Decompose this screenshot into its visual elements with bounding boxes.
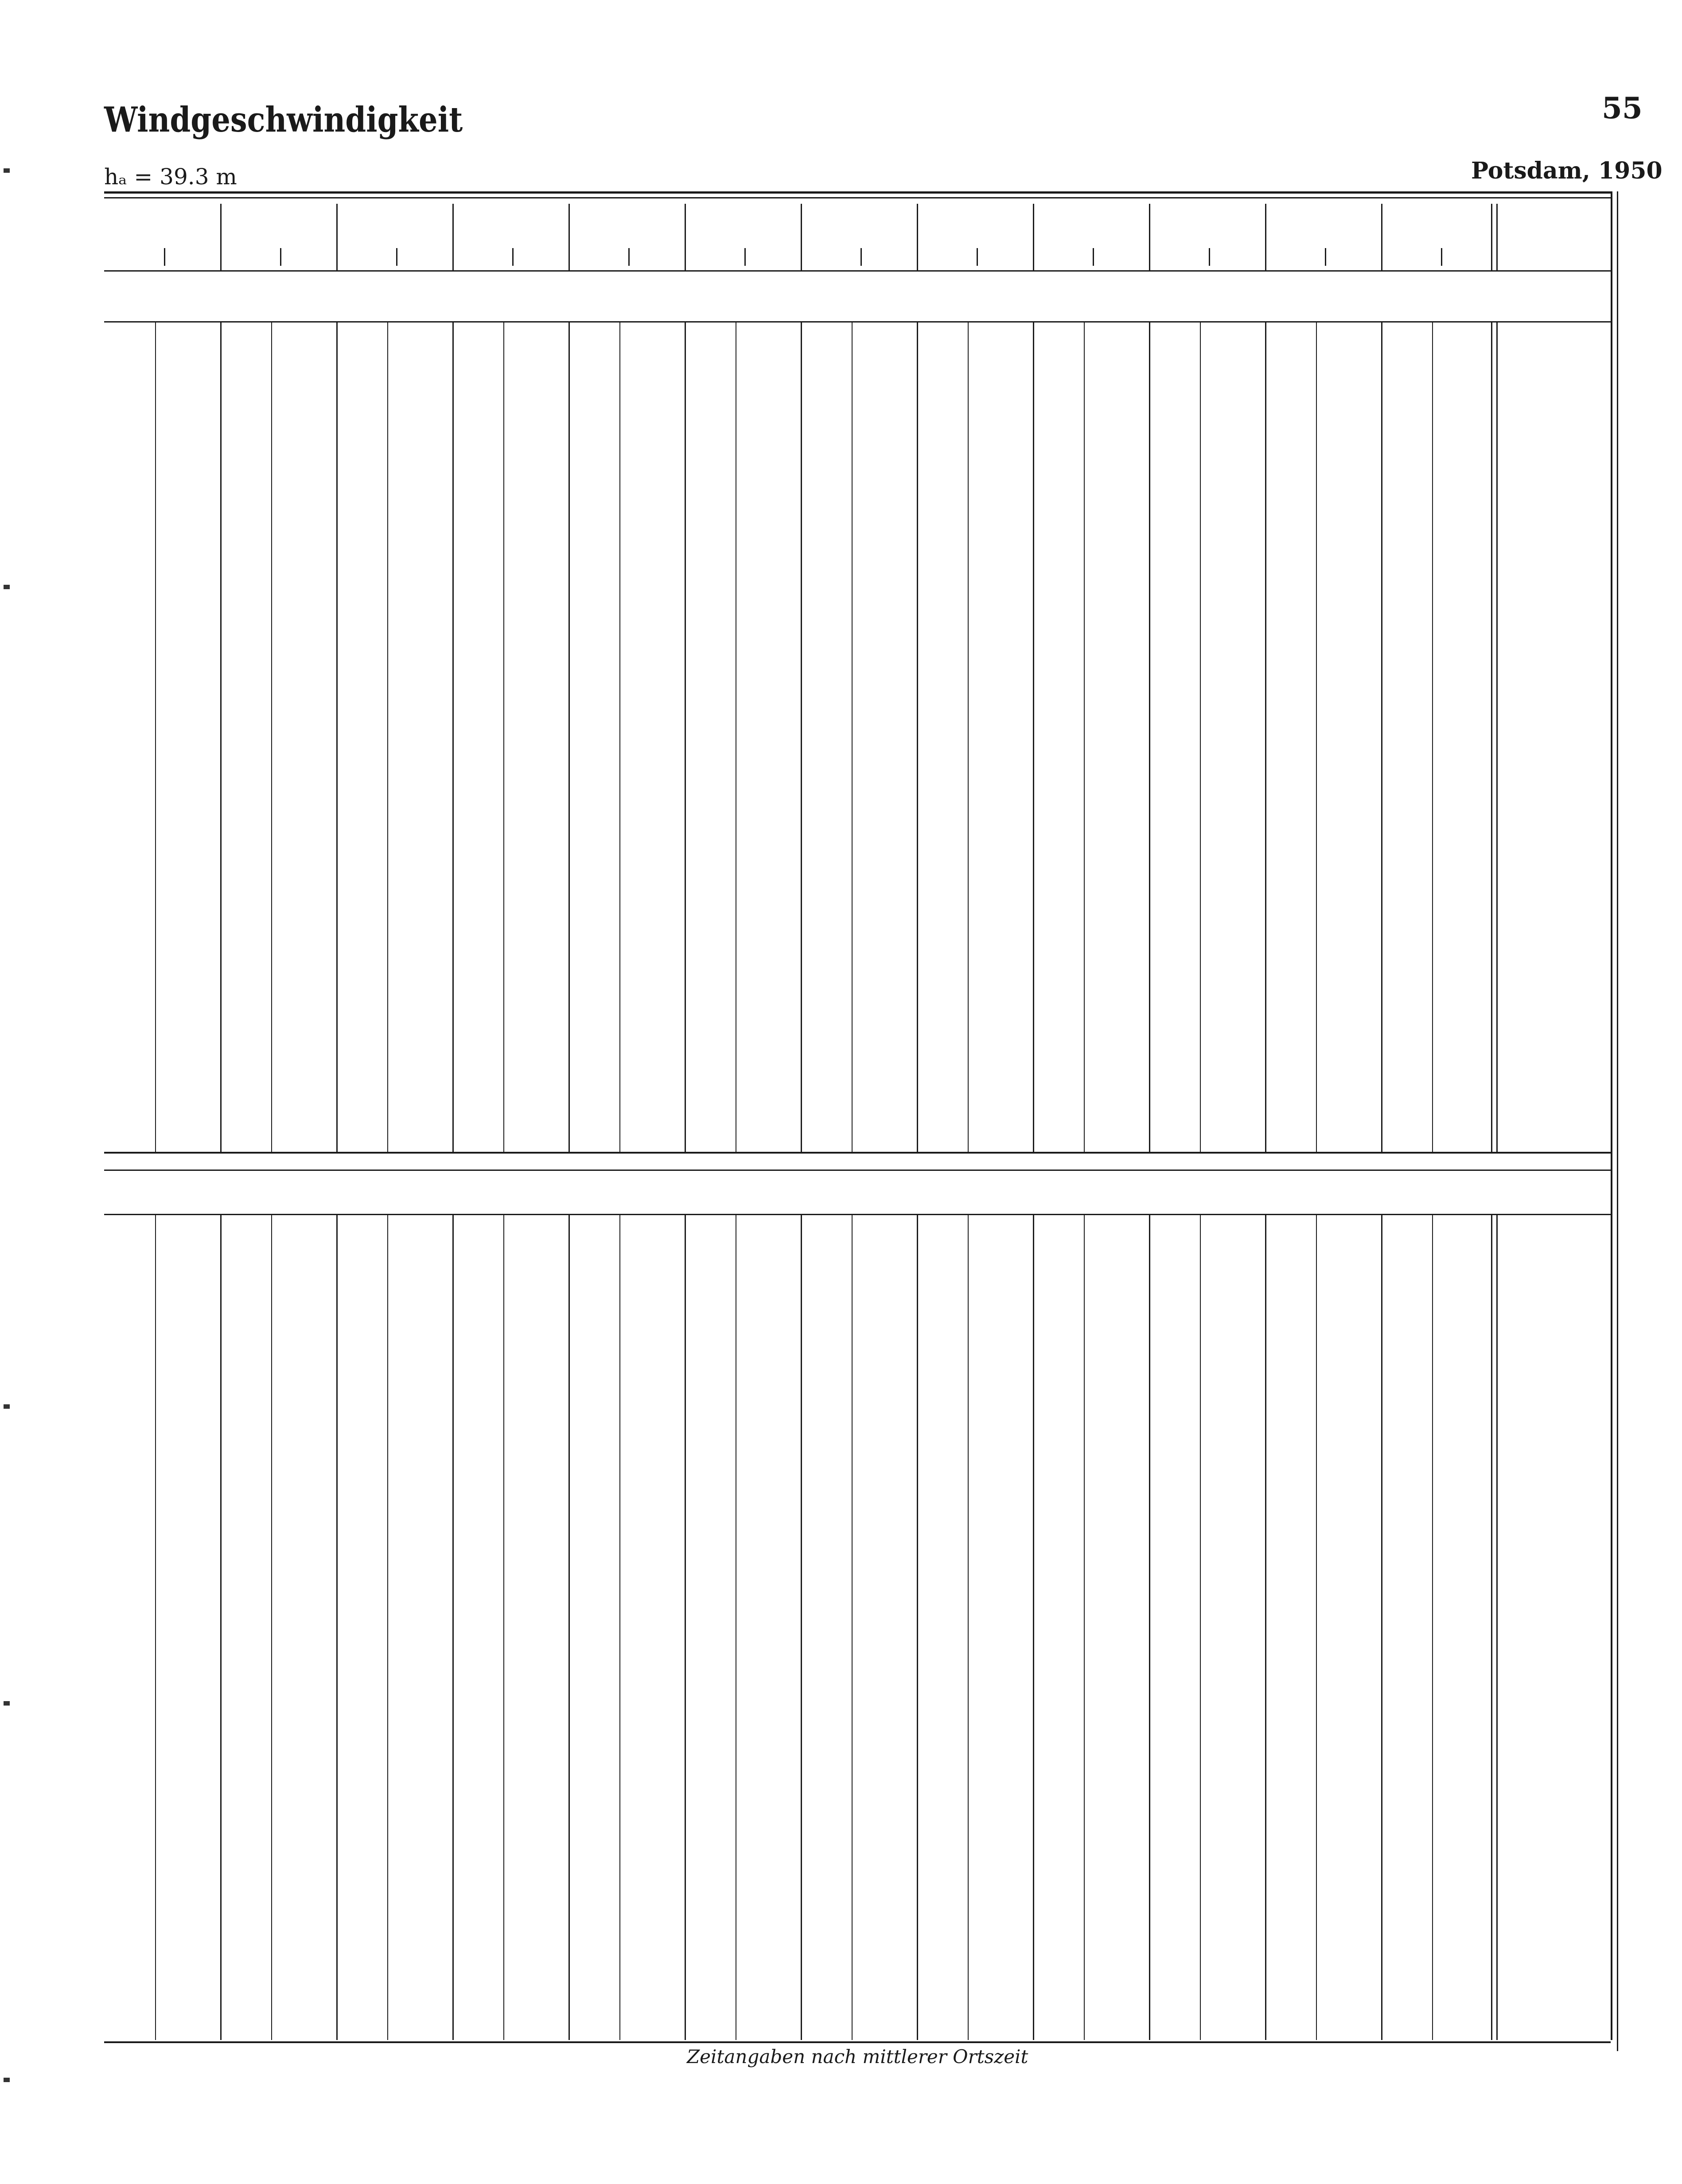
column-divider bbox=[1084, 1214, 1085, 2040]
column-divider bbox=[1441, 248, 1442, 266]
column-divider bbox=[568, 321, 570, 1152]
column-divider bbox=[1149, 204, 1150, 270]
column-divider bbox=[917, 204, 918, 270]
column-divider bbox=[977, 248, 978, 266]
rule-line bbox=[104, 2041, 1611, 2043]
column-divider bbox=[917, 1214, 918, 2040]
rule-line bbox=[104, 1152, 1611, 1154]
column-divider bbox=[968, 1214, 969, 2040]
column-divider bbox=[387, 321, 388, 1152]
column-divider bbox=[271, 1214, 272, 2040]
column-divider bbox=[1200, 1214, 1201, 2040]
column-divider bbox=[271, 321, 272, 1152]
column-divider bbox=[1033, 204, 1034, 270]
column-divider bbox=[1381, 1214, 1382, 2040]
margin-mark bbox=[4, 1701, 10, 1706]
column-divider bbox=[1381, 321, 1382, 1152]
column-divider bbox=[628, 248, 630, 266]
rule-line bbox=[104, 1170, 1611, 1171]
column-divider bbox=[1316, 321, 1317, 1152]
column-divider bbox=[1432, 321, 1433, 1152]
column-divider bbox=[1265, 204, 1266, 270]
column-divider bbox=[1491, 204, 1492, 270]
column-divider bbox=[1149, 321, 1150, 1152]
rule-line bbox=[104, 191, 1611, 194]
column-divider bbox=[801, 1214, 802, 2040]
column-divider bbox=[568, 1214, 570, 2040]
rule-line bbox=[104, 270, 1611, 272]
column-divider bbox=[164, 248, 165, 266]
margin-mark bbox=[4, 585, 10, 589]
column-divider bbox=[220, 1214, 222, 2040]
column-divider bbox=[336, 321, 338, 1152]
page-number: 55 bbox=[1602, 91, 1643, 125]
column-divider bbox=[336, 204, 338, 270]
margin-mark bbox=[4, 2078, 10, 2082]
column-divider bbox=[860, 248, 862, 266]
column-divider bbox=[1496, 204, 1498, 270]
column-divider bbox=[280, 248, 281, 266]
column-divider bbox=[155, 1214, 156, 2040]
column-divider bbox=[220, 321, 222, 1152]
column-divider bbox=[1033, 321, 1034, 1152]
column-divider bbox=[619, 1214, 620, 2040]
column-divider bbox=[568, 204, 570, 270]
column-divider bbox=[1265, 321, 1266, 1152]
column-divider bbox=[452, 1214, 454, 2040]
column-divider bbox=[801, 321, 802, 1152]
column-divider bbox=[1325, 248, 1326, 266]
column-divider bbox=[852, 321, 853, 1152]
column-divider bbox=[1491, 321, 1492, 1152]
column-divider bbox=[1617, 191, 1618, 2051]
column-divider bbox=[852, 1214, 853, 2040]
column-divider bbox=[452, 321, 454, 1152]
column-divider bbox=[1381, 204, 1382, 270]
column-divider bbox=[220, 204, 222, 270]
column-divider bbox=[1200, 321, 1201, 1152]
column-divider bbox=[968, 321, 969, 1152]
column-divider bbox=[685, 1214, 686, 2040]
column-divider bbox=[503, 321, 504, 1152]
column-divider bbox=[917, 321, 918, 1152]
column-divider bbox=[155, 321, 156, 1152]
column-divider bbox=[1496, 1214, 1498, 2040]
column-divider bbox=[452, 204, 454, 270]
column-divider bbox=[1149, 1214, 1150, 2040]
column-divider bbox=[1496, 321, 1498, 1152]
column-divider bbox=[685, 204, 686, 270]
margin-mark bbox=[4, 168, 10, 173]
column-divider bbox=[1491, 1214, 1492, 2040]
column-divider bbox=[1209, 248, 1210, 266]
station-height: hₐ = 39.3 m bbox=[104, 164, 237, 190]
rule-line bbox=[104, 321, 1611, 323]
column-divider bbox=[503, 1214, 504, 2040]
column-divider bbox=[512, 248, 514, 266]
column-divider bbox=[1084, 321, 1085, 1152]
margin-mark bbox=[4, 1404, 10, 1409]
column-divider bbox=[744, 248, 746, 266]
column-divider bbox=[1093, 248, 1094, 266]
column-divider bbox=[1033, 1214, 1034, 2040]
footnote: Zeitangaben nach mittlerer Ortszeit bbox=[687, 2046, 1028, 2067]
column-divider bbox=[685, 321, 686, 1152]
column-divider bbox=[336, 1214, 338, 2040]
column-divider bbox=[801, 204, 802, 270]
column-divider bbox=[1611, 191, 1612, 2040]
column-divider bbox=[387, 1214, 388, 2040]
column-divider bbox=[619, 321, 620, 1152]
station-place: Potsdam, 1950 bbox=[1471, 157, 1663, 184]
page-title: Windgeschwindigkeit bbox=[104, 100, 463, 140]
column-divider bbox=[1265, 1214, 1266, 2040]
column-divider bbox=[1432, 1214, 1433, 2040]
rule-line bbox=[104, 197, 1611, 198]
column-divider bbox=[1316, 1214, 1317, 2040]
rule-line bbox=[104, 1214, 1611, 1215]
column-divider bbox=[396, 248, 397, 266]
